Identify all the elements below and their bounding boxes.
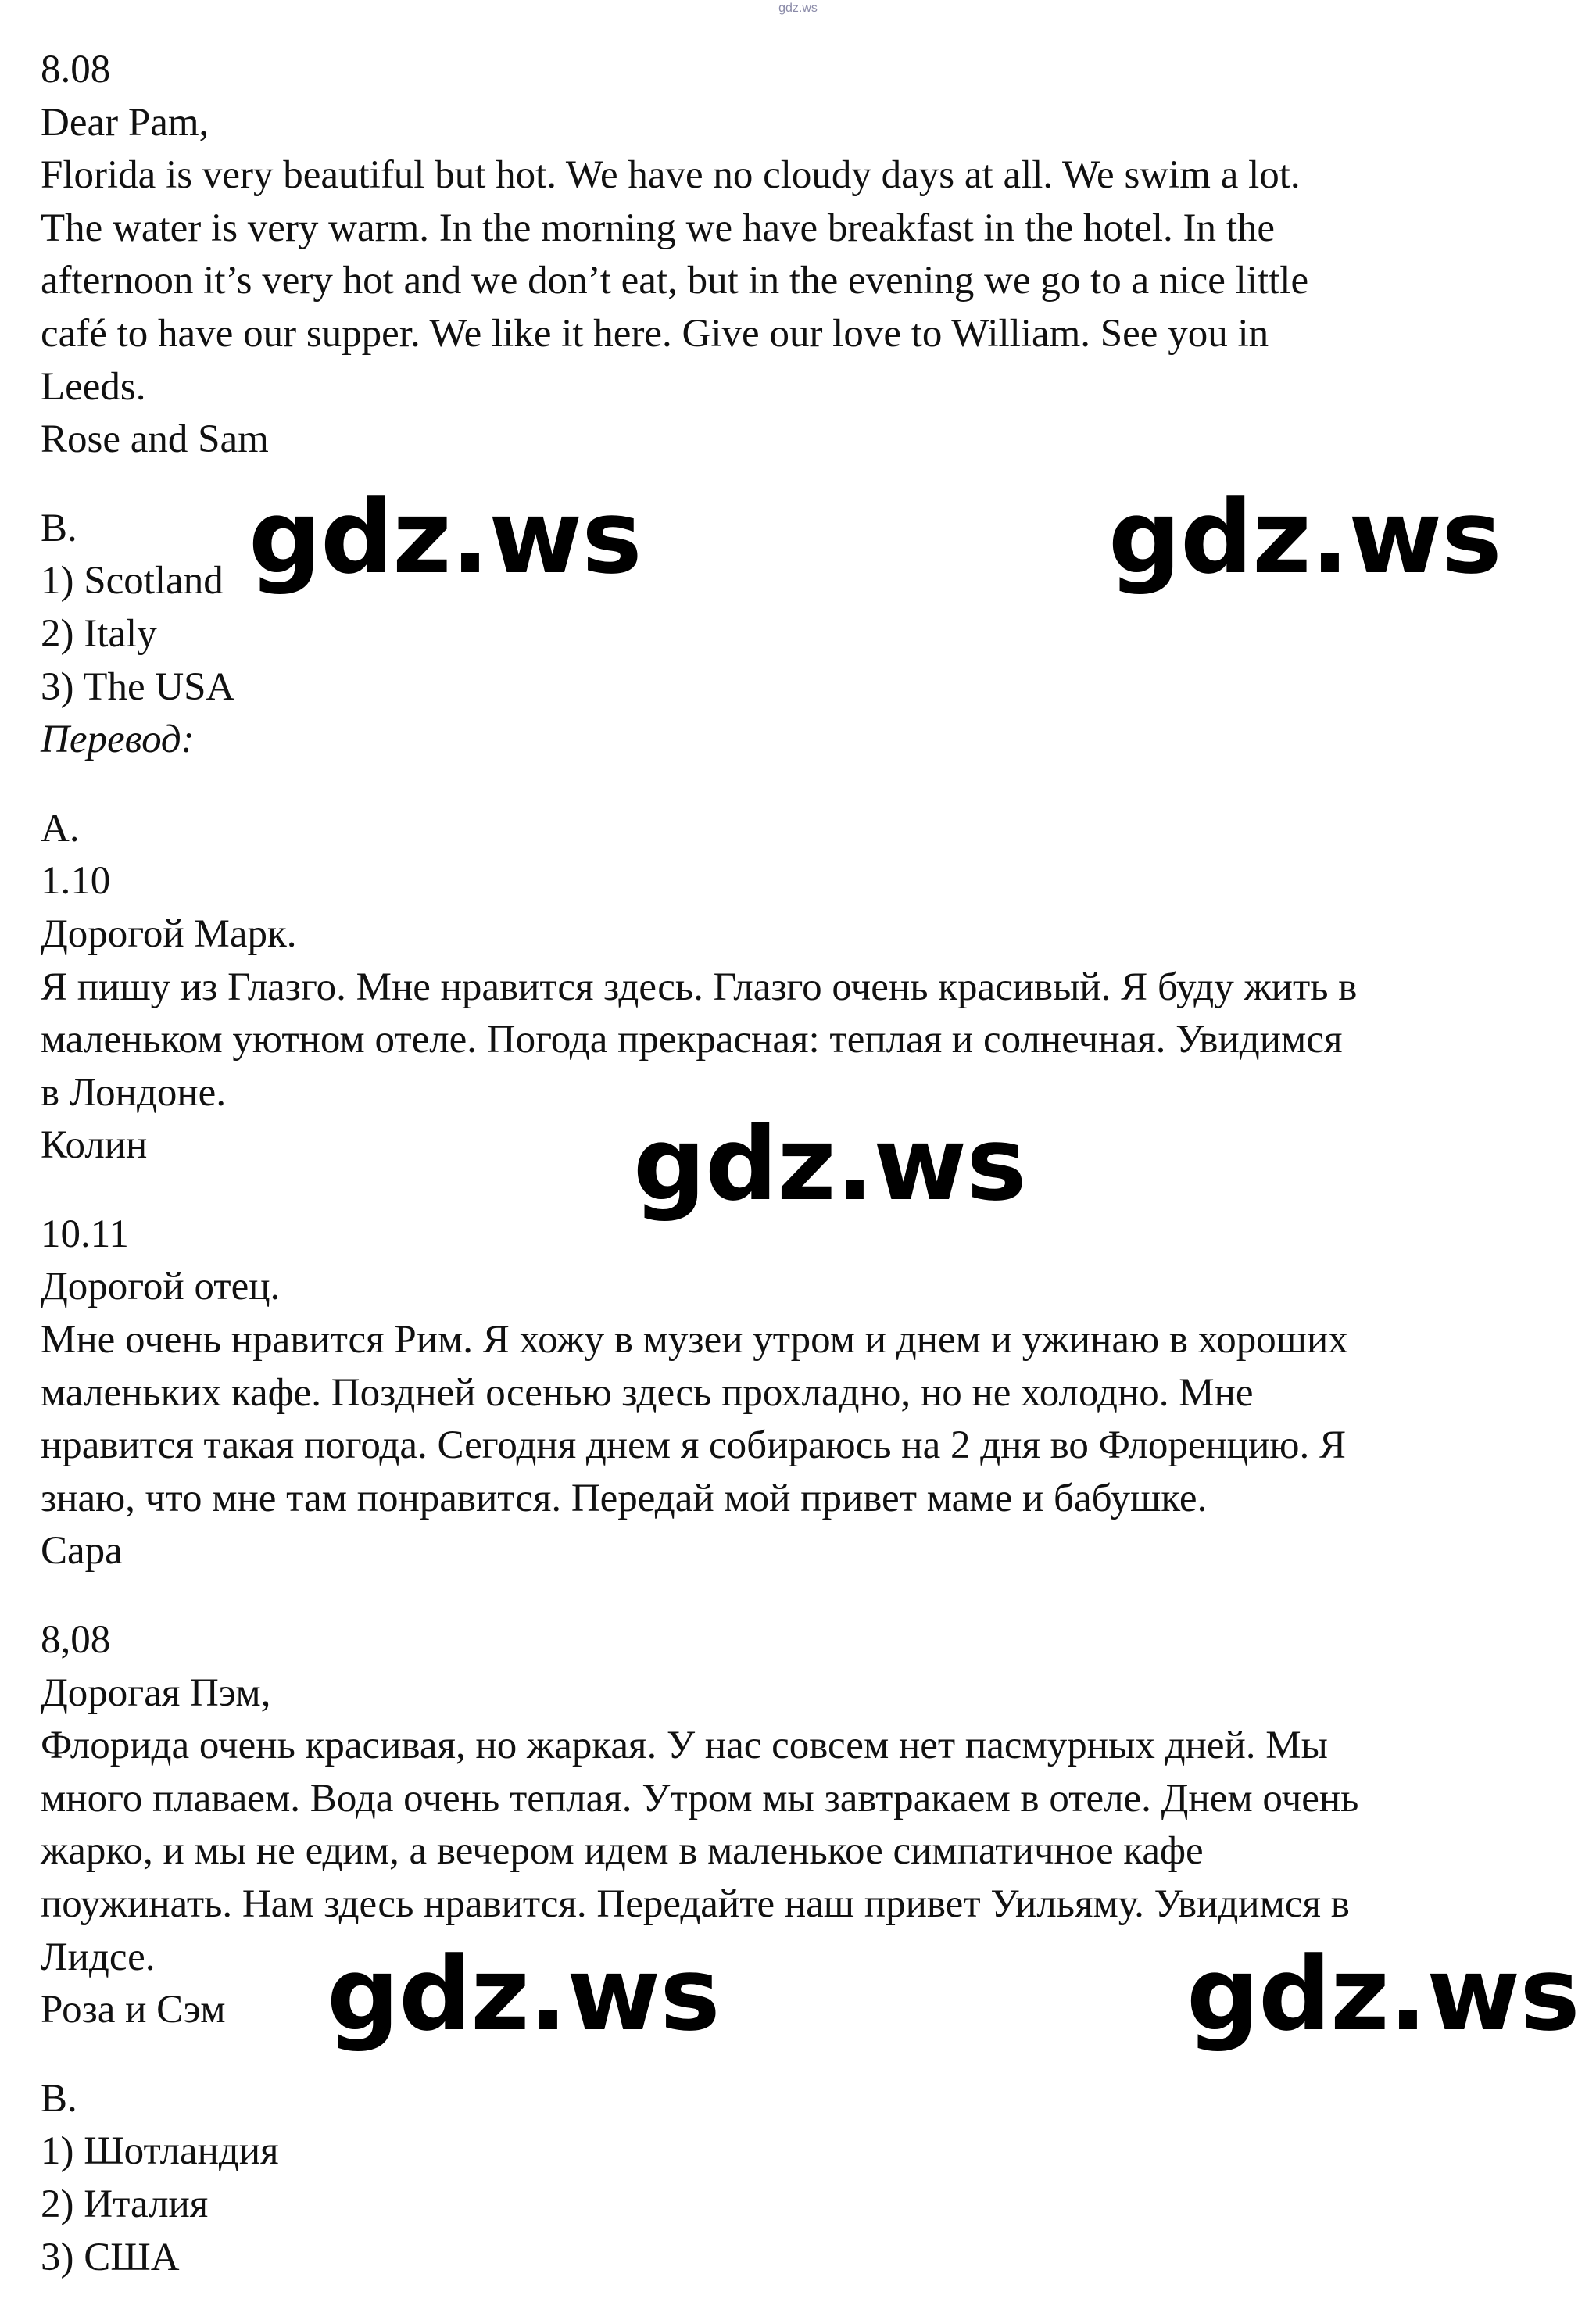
answer-item: 2) Италия [41, 2182, 209, 2226]
letter-body-line: Я пишу из Глазго. Мне нравится здесь. Глазго очень красивый. Я буду жить в [41, 965, 1358, 1009]
section-heading: A. [41, 806, 80, 850]
letter-body-line: afternoon it’s very hot and we don’t eat, but in the evening we go to a nice little [41, 259, 1309, 303]
letter-greeting: Dear Pam, [41, 100, 209, 145]
letter-body-line: знаю, что мне там понравится. Передай мой привет маме и бабушке. [41, 1476, 1208, 1520]
letter-signature: Rose and Sam [41, 417, 269, 462]
letter-date: 1.10 [41, 859, 111, 904]
letter-body-line: поужинать. Нам здесь нравится. Передайте наш привет Уильяму. Увидимся в [41, 1882, 1350, 1926]
letter-date: 8.08 [41, 48, 111, 91]
letter-body-line: в Лондоне. [41, 1070, 227, 1115]
letter-date: 8,08 [41, 1618, 111, 1663]
answer-item: 1) Scotland [41, 559, 224, 603]
letter-body-line: много плаваем. Вода очень теплая. Утром мы завтракаем в отеле. Днем очень [41, 1776, 1359, 1821]
watermark-logo: gdz.ws [327, 1935, 720, 2053]
letter-greeting: Дорогая Пэм, [41, 1670, 271, 1715]
letter-greeting: Дорогой отец. [41, 1265, 281, 1309]
section-heading: B. [41, 2076, 77, 2121]
watermark-logo: gdz.ws [249, 478, 642, 596]
letter-signature: Роза и Сэм [41, 1988, 226, 2032]
section-b-russian [41, 2073, 1573, 2284]
answer-item: 3) The USA [41, 664, 235, 709]
letter-body-line: жарко, и мы не едим, а вечером идем в маленькое симпатичное кафе [41, 1829, 1204, 1874]
section-a-russian [41, 803, 1573, 2037]
watermark-logo: gdz.ws [633, 1105, 1026, 1223]
answer-item: 3) США [41, 2235, 180, 2279]
letter-body-line: нравится такая погода. Сегодня днем я собираюсь на 2 дня во Флоренцию. Я [41, 1423, 1346, 1468]
letter-signature: Сара [41, 1529, 123, 1574]
letter-body-line: маленьких кафе. Поздней осенью здесь прохладно, но не холодно. Мне [41, 1370, 1254, 1415]
header-watermark: gdz.ws [778, 2, 818, 15]
letter-body-line: Leeds. [41, 364, 146, 409]
watermark-logo: gdz.ws [1186, 1935, 1580, 2053]
watermark-logo: gdz.ws [1108, 478, 1501, 596]
section-heading: B. [41, 506, 77, 550]
letter-body-line: The water is very warm. In the morning we have breakfast in the hotel. In the [41, 206, 1276, 250]
letter-body-line: café to have our supper. We like it here. Give our love to William. See you in [41, 311, 1269, 356]
translation-label: Перевод: [41, 718, 195, 762]
letter-body-line: Florida is very beautiful but hot. We have no cloudy days at all. We swim a lot. [41, 153, 1301, 198]
letter-body-line: Мне очень нравится Рим. Я хожу в музеи утром и днем и ужинаю в хороших [41, 1318, 1348, 1362]
russian-letter-2 [41, 1208, 1573, 1578]
english-letter [41, 44, 1573, 467]
letter-body-line: Лидсе. [41, 1935, 156, 1979]
answer-item: 1) Шотландия [41, 2129, 279, 2174]
letter-date: 10.11 [41, 1212, 129, 1256]
letter-body-line: Флорида очень красивая, но жаркая. У нас совсем нет пасмурных дней. Мы [41, 1724, 1328, 1768]
answer-item: 2) Italy [41, 611, 157, 656]
letter-signature: Колин [41, 1123, 148, 1168]
letter-body-line: маленьком уютном отеле. Погода прекрасная: теплая и солнечная. Увидимся [41, 1018, 1343, 1062]
letter-greeting: Дорогой Марк. [41, 911, 297, 956]
